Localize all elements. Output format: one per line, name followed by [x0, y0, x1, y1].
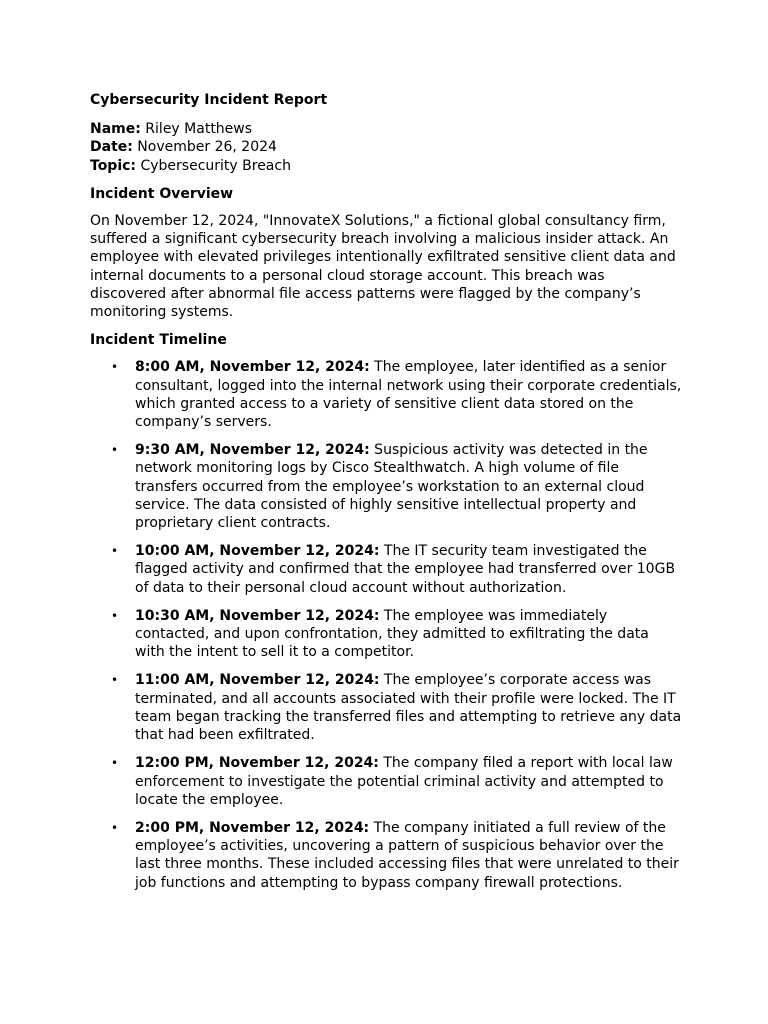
list-item: [90, 754, 682, 809]
timeline-text: The employee’s corporate access was terminated, and all accounts associated with their profile were locked. The IT team began tracking the transferred files and attempting to retrieve any data that had been exfiltrated.: [135, 672, 682, 744]
meta-date-line: [90, 138, 682, 156]
timeline-time: 8:00 AM, November 12, 2024:: [135, 359, 370, 376]
timeline-time: 10:00 AM, November 12, 2024:: [135, 543, 380, 560]
timeline-time: 10:30 AM, November 12, 2024:: [135, 607, 380, 624]
bullet-icon: •: [111, 820, 119, 835]
meta-name-line: [90, 120, 682, 138]
timeline-list: [90, 358, 682, 891]
list-item: [90, 671, 682, 744]
timeline-text: Suspicious activity was detected in the network monitoring logs by Cisco Stealthwatch. A high volume of file transfers occurred from the employee’s workstation to an external cloud service. The data consisted of highly sensitive intellectual property and proprietary client contracts.: [135, 442, 648, 532]
list-item: [90, 441, 682, 532]
bullet-icon: •: [111, 544, 119, 559]
timeline-text: The employee was immediately contacted, and upon confrontation, they admitted to exfiltrating the data with the intent to sell it to a competitor.: [135, 607, 649, 661]
timeline-text: The employee, later identified as a senior consultant, logged into the internal network using their corporate credentials, which granted access to a variety of sensitive client data stored on the company’s servers.: [135, 359, 682, 431]
timeline-heading: Incident Timeline: [90, 332, 227, 349]
meta-date-value: November 26, 2024: [132, 139, 277, 156]
list-item: [90, 542, 682, 597]
list-item: [90, 358, 682, 431]
timeline-text: The company initiated a full review of the employee’s activities, uncovering a pattern of suspicious behavior over the last three months. These included accessing files that were unrelated to their job functions and attempting to bypass company firewall protections.: [135, 819, 679, 891]
meta-topic-label: Topic:: [90, 157, 137, 174]
timeline-text: The company filed a report with local law enforcement to investigate the potential criminal activity and attempted to locate the employee.: [135, 755, 673, 808]
timeline-time: 12:00 PM, November 12, 2024:: [135, 755, 379, 772]
bullet-icon: •: [111, 360, 119, 375]
report-meta: [90, 120, 682, 175]
bullet-icon: •: [111, 756, 119, 771]
bullet-icon: •: [111, 608, 119, 623]
timeline-time: 9:30 AM, November 12, 2024:: [135, 442, 370, 459]
meta-name-value: Riley Matthews: [140, 121, 253, 138]
overview-heading: Incident Overview: [90, 185, 234, 202]
overview-paragraph: On November 12, 2024, "InnovateX Solutions," a fictional global consultancy firm, suffered a significant cybersecurity breach involving a malicious insider attack. An employee with elevated privileges intentionally exfiltrated sensitive client data and internal documents to a personal cloud storage account. This breach was discovered after abnormal file access patterns were flagged by the company’s monitoring systems.: [90, 213, 676, 321]
meta-name-label: Name:: [90, 121, 141, 138]
document-page: [90, 90, 682, 902]
timeline-time: 11:00 AM, November 12, 2024:: [135, 672, 380, 689]
bullet-icon: •: [111, 673, 119, 688]
meta-topic-line: [90, 157, 682, 175]
timeline-time: 2:00 PM, November 12, 2024:: [135, 819, 370, 836]
report-title: Cybersecurity Incident Report: [90, 92, 328, 108]
list-item: [90, 819, 682, 892]
bullet-icon: •: [111, 443, 119, 458]
timeline-text: The IT security team investigated the flagged activity and confirmed that the employee had transferred over 10GB of data to their personal cloud account without authorization.: [135, 543, 676, 596]
meta-date-label: Date:: [90, 139, 133, 156]
list-item: [90, 607, 682, 662]
meta-topic-value: Cybersecurity Breach: [136, 157, 291, 174]
